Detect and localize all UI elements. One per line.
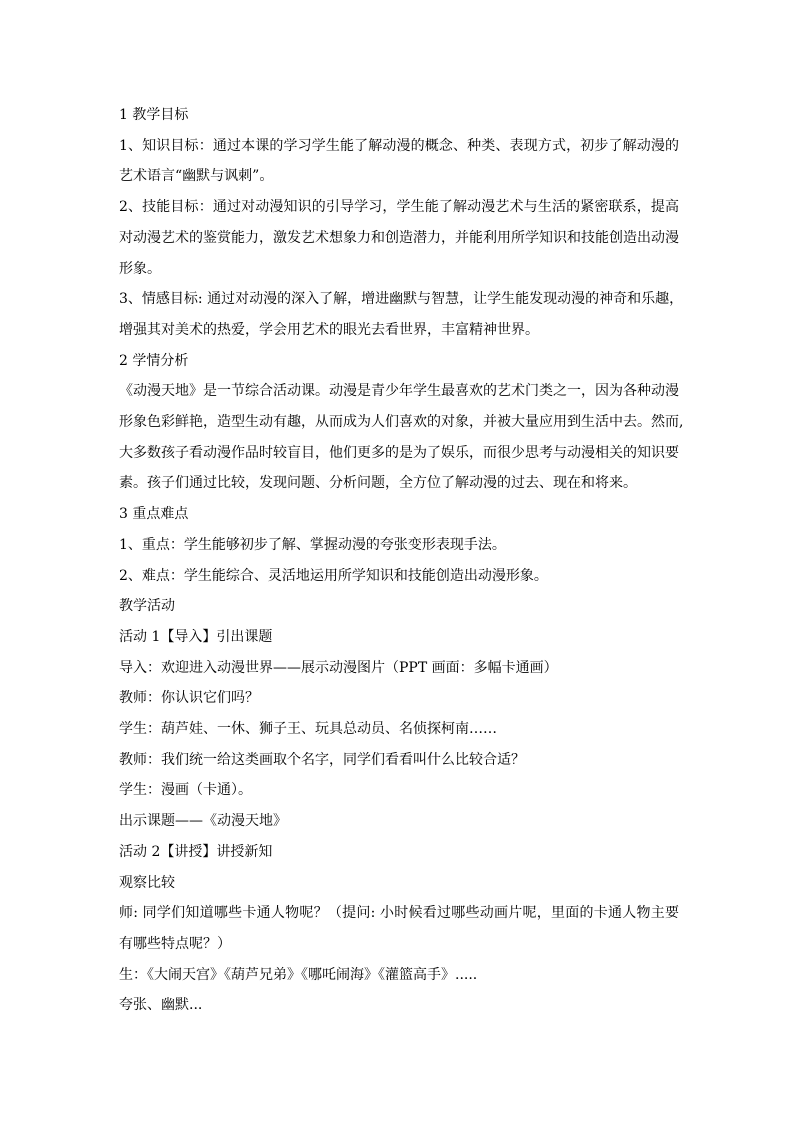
emotion-goal-line-1: 3、情感目标: 通过对动漫的深入了解，增进幽默与智慧，让学生能发现动漫的神奇和乐趣， <box>119 291 684 308</box>
activity-2-heading: 活动 2【讲授】讲授新知 <box>119 843 273 860</box>
document-page <box>119 100 684 1021</box>
analysis-line-1: 《动漫天地》是一节综合活动课。动漫是青少年学生最喜欢的艺术门类之一，因为各种动漫 <box>119 383 679 400</box>
observe-compare-line: 观察比较 <box>119 874 175 891</box>
key-point-line: 1、重点：学生能够初步了解、掌握动漫的夸张变形表现手法。 <box>119 536 506 553</box>
section-heading-teaching-goals: 1 教学目标 <box>119 107 189 123</box>
student-line-1: 学生：葫芦娃、一休、狮子王、玩具总动员、名侦探柯南…… <box>119 721 497 738</box>
skill-goal-line-1: 2、技能目标：通过对动漫知识的引导学习，学生能了解动漫艺术与生活的紧密联系，提高 <box>119 199 679 216</box>
student-line-2: 学生：漫画（卡通）。 <box>119 782 252 799</box>
teacher-question-line-2: 有哪些特点呢？） <box>119 935 231 952</box>
activity-1-heading: 活动 1【导入】引出课题 <box>119 628 273 645</box>
teacher-line-2: 教师：我们统一给这类画取个名字，同学们看看叫什么比较合适？ <box>119 751 525 768</box>
features-line: 夸张、幽默... <box>119 997 203 1014</box>
section-heading-student-analysis: 2 学情分析 <box>119 352 189 369</box>
intro-line: 导入：欢迎进入动漫世界——展示动漫图片（PPT 画面：多幅卡通画） <box>119 659 558 676</box>
emotion-goal-line-2: 增强其对美术的热爱，学会用艺术的眼光去看世界，丰富精神世界。 <box>119 321 539 338</box>
show-topic-line: 出示课题——《动漫天地》 <box>119 813 287 830</box>
difficulty-line: 2、难点：学生能综合、灵活地运用所学知识和技能创造出动漫形象。 <box>119 567 548 584</box>
knowledge-goal-line-1: 1、知识目标：通过本课的学习学生能了解动漫的概念、种类、表现方式，初步了解动漫的 <box>119 137 679 154</box>
knowledge-goal-line-2: 艺术语言“幽默与讽刺”。 <box>119 168 274 185</box>
analysis-line-4: 素。孩子们通过比较，发现问题、分析问题，全方位了解动漫的过去、现在和将来。 <box>119 475 637 492</box>
teacher-line-1: 教师：你认识它们吗？ <box>119 690 259 707</box>
section-heading-teaching-activities: 教学活动 <box>119 598 175 615</box>
skill-goal-line-3: 形象。 <box>119 260 161 277</box>
section-heading-key-points: 3 重点难点 <box>119 506 189 523</box>
analysis-line-3: 大多数孩子看动漫作品时较盲目，他们更多的是为了娱乐，而很少思考与动漫相关的知识要 <box>119 444 679 461</box>
analysis-line-2: 形象色彩鲜艳，造型生动有趣，从而成为人们喜欢的对象，并被大量应用到生活中去。然而, <box>119 414 684 431</box>
teacher-question-line-1: 师: 同学们知道哪些卡通人物呢？（提问: 小时候看过哪些动画片呢，里面的卡通人物主要 <box>119 905 679 922</box>
skill-goal-line-2: 对动漫艺术的鉴赏能力，激发艺术想象力和创造潜力，并能利用所学知识和技能创造出动漫 <box>119 229 679 246</box>
student-answer-line: 生：《大闹天宫》《葫芦兄弟》《哪吒闹海》《灌篮高手》..... <box>119 966 478 983</box>
